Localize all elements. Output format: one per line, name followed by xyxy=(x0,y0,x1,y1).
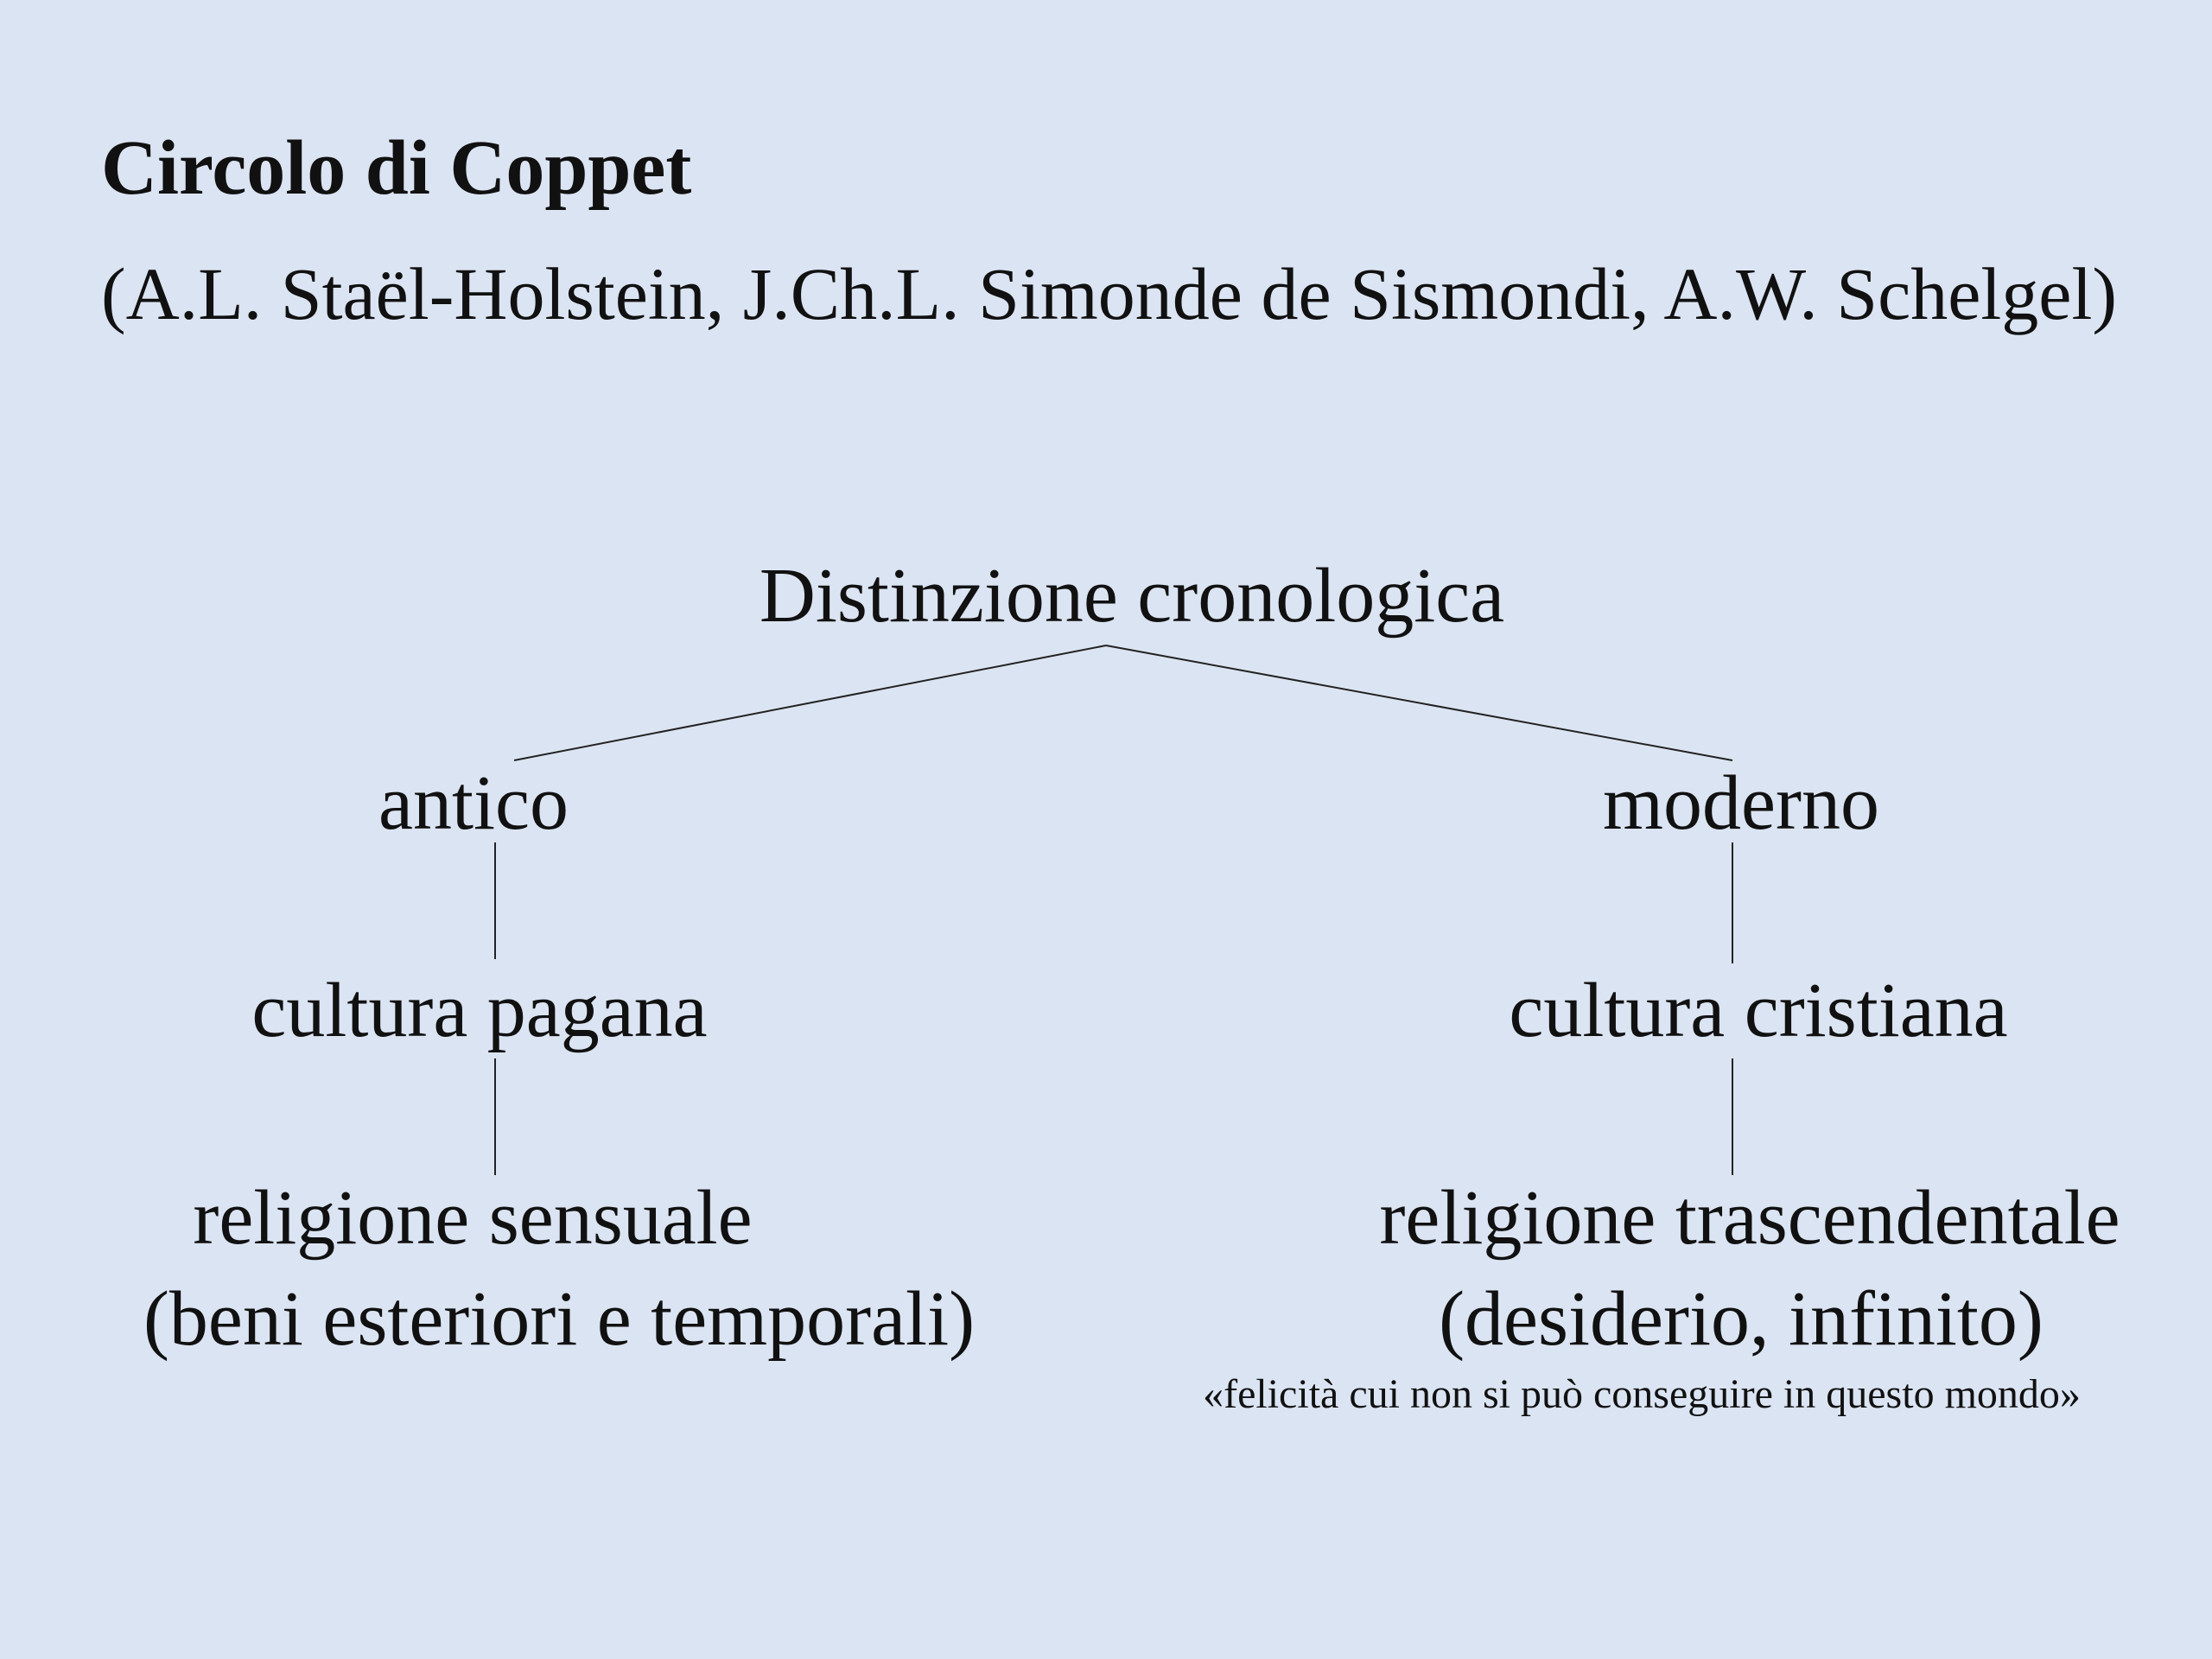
node-religione-sensuale: religione sensuale xyxy=(193,1175,753,1261)
quote-felicita: «felicità cui non si può conseguire in questo mondo» xyxy=(1203,1371,2081,1417)
root-node: Distinzione cronologica xyxy=(759,553,1505,639)
node-cultura-pagana: cultura pagana xyxy=(251,968,708,1053)
note-beni-esteriori: (beni esteriori e temporali) xyxy=(143,1276,976,1362)
note-desiderio-infinito: (desiderio, infinito) xyxy=(1439,1276,2044,1362)
connector-root-antico xyxy=(514,645,1106,760)
slide-subtitle: (A.L. Staël-Holstein, J.Ch.L. Simonde de Sismondi, A.W. Schelgel) xyxy=(101,252,2118,335)
node-religione-trascendentale: religione trascendentale xyxy=(1379,1175,2120,1261)
connector-root-moderno xyxy=(1106,645,1732,760)
node-cultura-cristiana: cultura cristiana xyxy=(1509,968,2008,1053)
node-moderno: moderno xyxy=(1603,760,1879,846)
node-antico: antico xyxy=(378,760,569,846)
slide-title: Circolo di Coppet xyxy=(101,125,692,211)
